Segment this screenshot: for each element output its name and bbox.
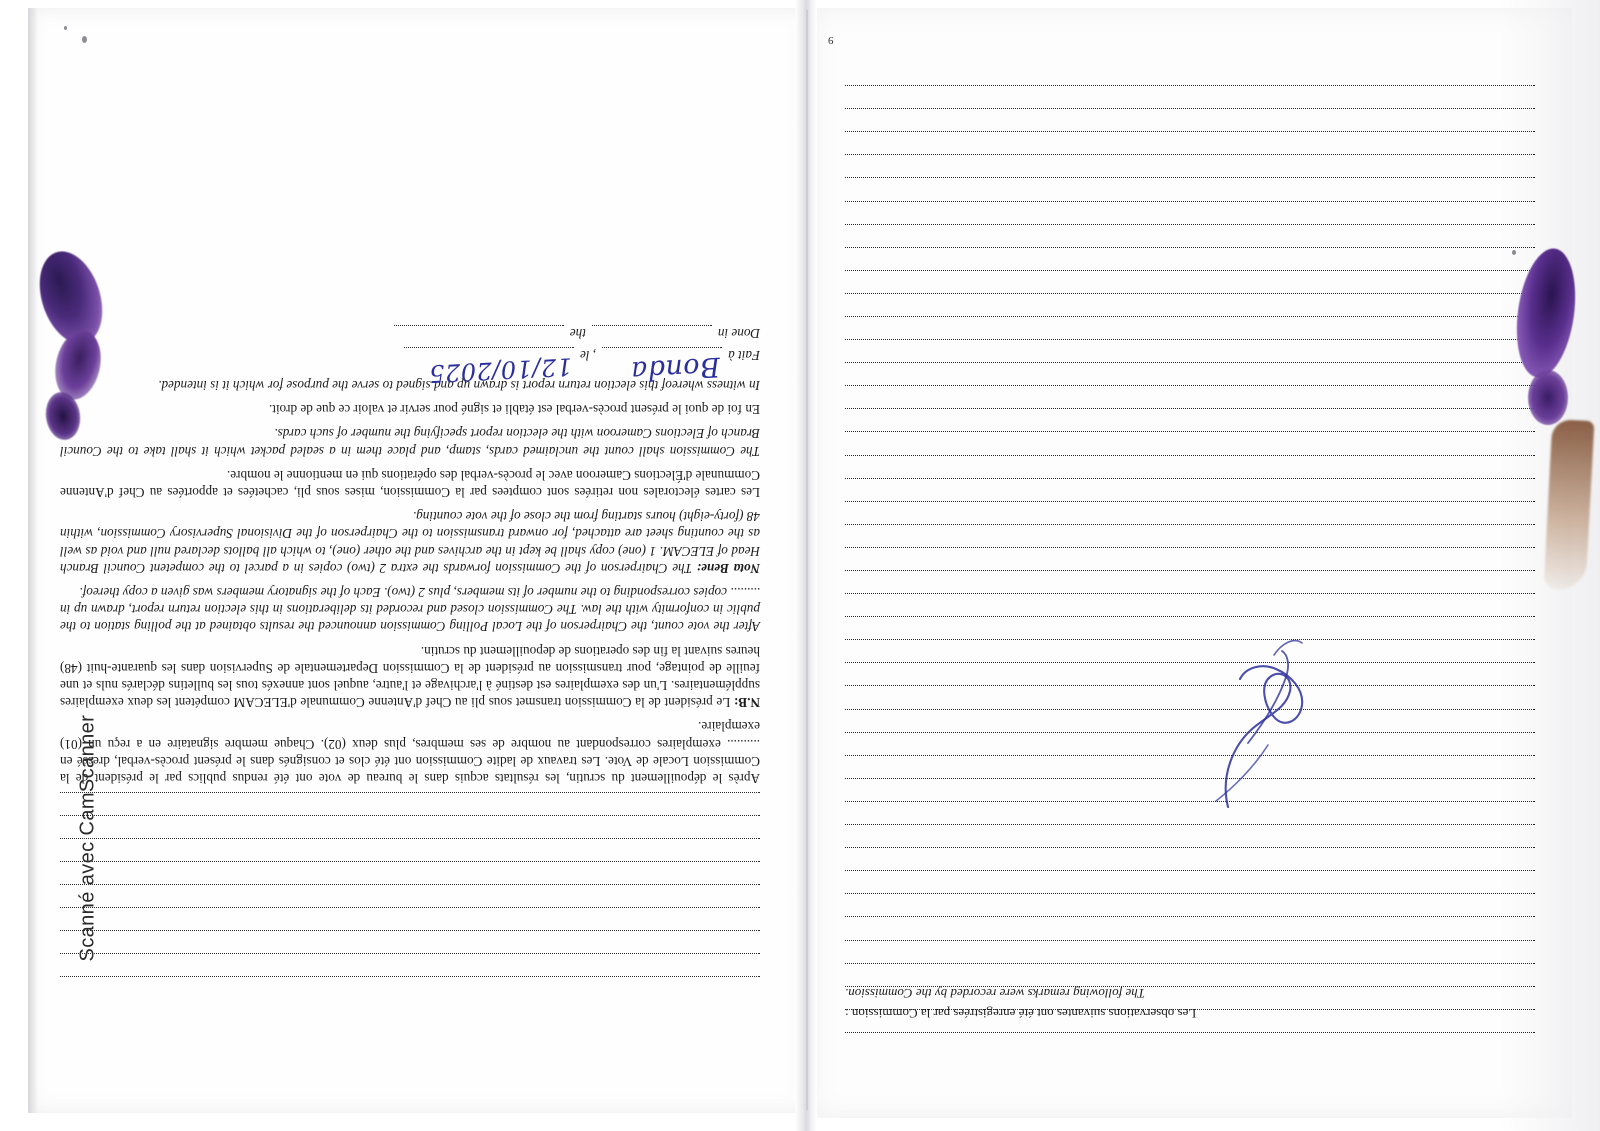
rule-line bbox=[845, 247, 1535, 270]
nb-lead-label: N.B: bbox=[733, 695, 760, 711]
rule-line bbox=[845, 570, 1535, 593]
handwritten-place: Bonda bbox=[630, 350, 721, 387]
rule-line bbox=[845, 501, 1535, 524]
rule-line bbox=[845, 616, 1535, 639]
rule-line bbox=[845, 778, 1535, 801]
rule-line bbox=[845, 201, 1535, 224]
rule-line bbox=[845, 455, 1535, 478]
rule-line bbox=[845, 408, 1535, 431]
rule-line bbox=[845, 963, 1535, 986]
left-edge-shadow bbox=[28, 8, 38, 1113]
rule-line bbox=[845, 662, 1535, 685]
rule-line bbox=[845, 316, 1535, 339]
rule-line bbox=[845, 916, 1535, 939]
label-fait-a: Fait à bbox=[728, 347, 760, 363]
label-le: , le bbox=[580, 347, 597, 363]
camscanner-watermark: Scanné avec CamScanner bbox=[76, 714, 99, 962]
paragraph-french-unclaimed-cards: Les cartes électorales non retirées sont comptees par la Commission, mises sous pli, cachetées et apportées au Chef d'Antenne Communale d'Élections Cameroon avec le procès-verbal des opérations qui en mentionne le nombre. bbox=[60, 467, 760, 500]
rule-line bbox=[845, 362, 1535, 385]
blank-notes-area bbox=[60, 792, 760, 994]
rule-line bbox=[845, 847, 1535, 870]
rule-line bbox=[845, 593, 1535, 616]
rule-line bbox=[845, 686, 1535, 709]
rule-line bbox=[845, 547, 1535, 570]
paragraph-nota-bene-english bbox=[60, 508, 760, 577]
remarks-label-french: Les observations suivantes ont été enregistrées par la Commission : bbox=[845, 1006, 1197, 1021]
rule-line bbox=[845, 824, 1535, 847]
ink-blot-stain bbox=[1528, 370, 1568, 425]
rule-line bbox=[845, 431, 1535, 454]
rule-line bbox=[845, 154, 1535, 177]
paragraph-english-results: After the vote count, the Chairperson of the Local Polling Commission announced the results obtained at the polling station to the public in conformity with the law. The Commission closed and recorded its deliberations in this election return report, drawn up in ......... copies corresponding to the number of its members, plus 2 (two). Each of the signatory members was given a copy thereof. bbox=[60, 584, 760, 635]
paragraph-english-certification: In witness whereof this election return report is drawn up and signed to serve the purpose for which it is intended. bbox=[158, 377, 760, 393]
paragraph-french-results: Après le dépouillement du scrutin, les résultats acquis dans le bureau de vote ont été rendus publics par le président de la Commission Locale de Vote. Les travaux de ladite Commission ont été clos et consignés dans le présent procès-verbal, dressé en .......... exemplaires correspondant au nombre de ses membres, plus deux (02). Chaque membre signataire en a reçu un (01) exemplaire. bbox=[60, 719, 760, 786]
gutter-fold-line bbox=[806, 10, 808, 1110]
rule-line bbox=[845, 339, 1535, 362]
place-date-row-english bbox=[60, 325, 760, 341]
rule-line bbox=[845, 732, 1535, 755]
rule-line bbox=[845, 870, 1535, 893]
blank-rule bbox=[60, 907, 760, 925]
paragraph-english-unclaimed-cards: The Commission shall count the unclaimed cards, stamp, and place them in a sealed packet which it shall take to the Council Branch of Elections Cameroon with the election report specifying the number of such cards. bbox=[60, 426, 760, 459]
rule-line bbox=[845, 177, 1535, 200]
rule-line bbox=[845, 801, 1535, 824]
paragraph-french-certification: En foi de quoi le présent procès-verbal est établi et signé pour servir et valoir ce que de droit. bbox=[268, 402, 760, 418]
rule-line bbox=[845, 524, 1535, 547]
label-done-in: Done in bbox=[717, 325, 760, 341]
dust-speck bbox=[64, 26, 67, 30]
nota-bene-body-text: The Chairperson of the Commission forwards the extra 2 (two) copies in a parcel to the competent Council Branch Head of ELECAM. 1 (one) copy shall be kept in the archives and the other (one), to which all ballots declared null and void as well as the counting sheet are attached, for onward transmission to the Chairperson of the Divisional Supervisory Commission, within 48 (forty-eight) hours starting from the close of the vote counting. bbox=[59, 509, 760, 576]
blank-rule bbox=[60, 838, 760, 856]
nb-body-text: Le président de la Commission transmet sous pli au Chef d'Antenne Communale d'ELECAM compétent les deux exemplaires supplémentaires. L'un des exemplaires est destiné à l'archivage et l'autre, auquel sont annexés tous les bulletins déclarés nuls et une feuille de pointage, pour transmission au président de la Commission Departementale de Supervision dans les quarante-huit (48) heures suivant la fin des operations de depouillement du scrutin. bbox=[60, 643, 760, 711]
remarks-label-english: The following remarks were recorded by the Commission. bbox=[845, 986, 1145, 1001]
page-number: 9 bbox=[828, 34, 834, 46]
rule-line bbox=[845, 293, 1535, 316]
dust-speck bbox=[82, 36, 87, 43]
left-page-content bbox=[60, 120, 760, 1000]
right-page-ruled-area bbox=[845, 55, 1535, 1055]
blank-rule bbox=[60, 976, 760, 994]
blank-rule bbox=[60, 953, 760, 971]
blank-rule bbox=[60, 792, 760, 810]
rule-line bbox=[845, 1032, 1535, 1055]
rule-line bbox=[845, 385, 1535, 408]
remarks-caption-block bbox=[845, 985, 1535, 1021]
rule-line bbox=[845, 940, 1535, 963]
rule-line bbox=[845, 893, 1535, 916]
blank-rule bbox=[60, 861, 760, 879]
paragraph-nb-french bbox=[60, 642, 760, 711]
blank-rule bbox=[60, 815, 760, 833]
rule-line bbox=[845, 755, 1535, 778]
rule-line bbox=[845, 224, 1535, 247]
dust-speck bbox=[1512, 250, 1516, 255]
nota-bene-lead-label: Nota Bene: bbox=[696, 560, 760, 576]
label-the: the bbox=[569, 325, 586, 341]
rule-line bbox=[845, 709, 1535, 732]
rule-line bbox=[845, 85, 1535, 108]
blank-rule bbox=[60, 930, 760, 948]
rule-line bbox=[845, 270, 1535, 293]
blank-rule bbox=[60, 884, 760, 902]
rule-line bbox=[845, 478, 1535, 501]
rule-line bbox=[845, 108, 1535, 131]
handwritten-date: 12/10/2025 bbox=[428, 352, 573, 388]
rule-line bbox=[845, 131, 1535, 154]
rule-line bbox=[845, 639, 1535, 662]
